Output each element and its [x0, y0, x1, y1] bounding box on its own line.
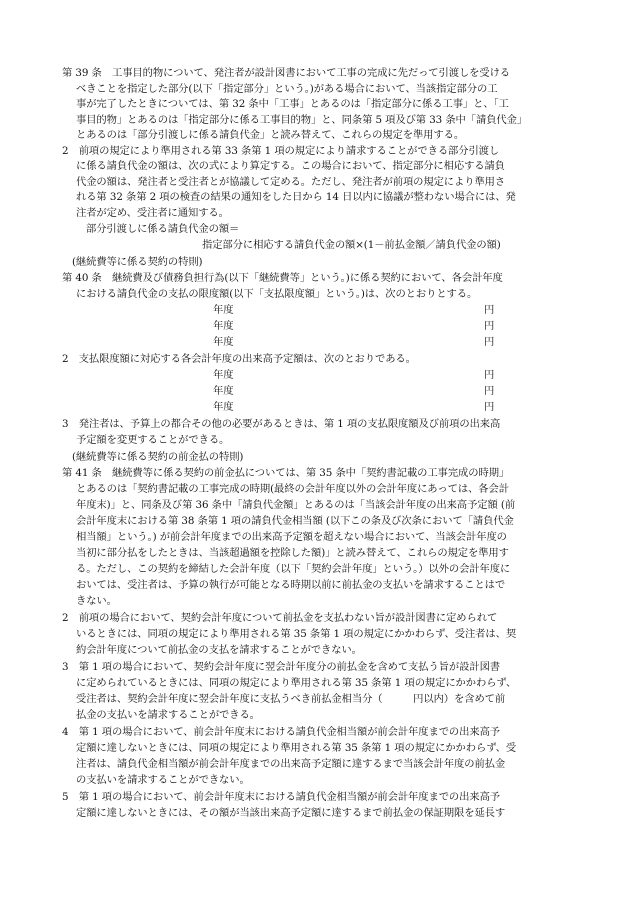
article-39-para-2-line-3: 代金の額は、発注者と受注者とが協議して定める。ただし、発注者が前項の規定により準用さ: [76, 176, 506, 188]
article-41-line-6: 当初に部分払をしたときは、当該超過額を控除した額)」と読み替えて、これらの規定を準用す: [76, 547, 509, 559]
article-41-para-4-line-3: 注者は、請負代金相当額が前会計年度までの出来高予定額に達するまで当該会計年度の前払金: [76, 758, 506, 770]
limit-row-2-year: 年度: [213, 320, 234, 332]
article-41-para-5-line-1: 5 第 1 項の場合において、前会計年度末における請負代金相当額が前会計年度までの出来高予: [62, 791, 501, 803]
article-39-line-1: 第 39 条 工事目的物について、発注者が設計図書において工事の完成に先だって引渡しを受ける: [62, 67, 511, 79]
article-40-para-3-line-1: 3 発注者は、予算上の都合その他の必要があるときは、第 1 項の支払限度額及び前項の出来高: [62, 418, 501, 430]
article-41-para-3-line-1: 3 第 1 項の場合において、契約会計年度に翌会計年度分の前払金を含めて支払う旨が設計図書: [62, 661, 501, 673]
article-41-para-2-line-1: 2 前項の場合において、契約会計年度について前払金を支払わない旨が設計図書に定められて: [62, 612, 498, 624]
article-39-para-2-line-1: 2 前項の規定により準用される第 33 条第 1 項の規定により請求することができる部分引渡し: [62, 145, 500, 157]
article-41-para-4-line-1: 4 第 1 項の場合において、前会計年度末における請負代金相当額が前会計年度までの出来高予: [62, 726, 501, 738]
article-40-para-3-line-2: 予定額を変更することができる。: [76, 434, 230, 446]
article-41-line-2: とあるのは「契約書記載の工事完成の時期(最終の会計年度以外の会計年度にあっては、各会計: [76, 483, 509, 495]
limit-row-3-year: 年度: [213, 336, 234, 348]
article-41-para-2-line-2: いるときには、同項の規定により準用される第 35 条第 1 項の規定にかかわらず、受注者は、契: [76, 628, 517, 640]
article-41-para-4-line-4: の支払いを請求することができない。: [76, 774, 250, 786]
article-41-line-9: きない。: [76, 595, 117, 607]
article-39-para-2-line-5: 注者が定め、受注者に通知する。: [76, 207, 229, 219]
forecast-row-1-year: 年度: [213, 369, 234, 381]
article-39-para-2-line-2: に係る請負代金の額は、次の式により算定する。この場合において、指定部分に相応する請負: [76, 160, 505, 172]
limit-row-3-yen: 円: [484, 336, 495, 348]
limit-row-1-year: 年度: [213, 304, 234, 316]
forecast-row-3-year: 年度: [213, 401, 234, 413]
article-41-line-7: る。ただし、この契約を締結した会計年度（以下「契約会計年度」という。）以外の会計年度に: [76, 563, 511, 575]
article-41-para-5-line-2: 定額に達しないときには、その額が当該出来高予定額に達するまで前払金の保証期限を延長す: [76, 807, 506, 819]
article-39-para-2-line-4: れる第 32 条第 2 項の検査の結果の通知をした日から 14 日以内に協議が整わない場合には、発: [76, 191, 516, 203]
article-41-line-5: 相当額」という。) が前会計年度までの出来高予定額を超えない場合において、当該会計年度の: [76, 531, 507, 543]
limit-row-1-yen: 円: [484, 304, 495, 316]
article-39-line-4: 事目的物」とあるのは「指定部分に係る工事目的物」と、同条第 5 項及び第 33 条中「請負代金」: [76, 114, 528, 126]
article-40-line-2: における請負代金の支払の限度額(以下「支払限度額」という。)は、次のとおりとする。: [76, 288, 478, 300]
article-41-line-3: 年度末)」と、同条及び第 36 条中「請負代金額」とあるのは「当該会計年度の出来高予定額 (前: [76, 499, 516, 511]
article-41-heading: (継続費等に係る契約の前金払の特則): [72, 451, 244, 463]
article-41-para-3-line-4: 払金の支払いを請求することができる。: [76, 709, 260, 721]
article-39-line-2: べきことを指定した部分(以下「指定部分」という。)がある場合において、当該指定部分の工: [76, 83, 498, 95]
article-39-line-5: とあるのは「部分引渡しに係る請負代金」と読み替えて、これらの規定を準用する。: [76, 129, 465, 141]
article-41-line-4: 会計年度末における第 38 条第 1 項の請負代金相当額 (以下この条及び次条において「請負代金: [76, 515, 514, 527]
formula-expression: 指定部分に相応する請負代金の額×(1－前払金額／請負代金の額): [202, 239, 501, 251]
article-39-line-3: 事が完了したときについては、第 32 条中「工事」とあるのは「指定部分に係る工事」と、「工: [76, 98, 509, 110]
forecast-row-3-yen: 円: [484, 401, 495, 413]
limit-row-2-yen: 円: [484, 320, 495, 332]
formula-label: 部分引渡しに係る請負代金の額＝: [86, 223, 240, 235]
article-40-heading: (継続費等に係る契約の特則): [72, 256, 203, 268]
article-40-para-2: 2 支払限度額に対応する各会計年度の出来高予定額は、次のとおりである。: [62, 353, 416, 365]
article-41-para-4-line-2: 定額に達しないときには、同項の規定により準用される第 35 条第 1 項の規定にかかわらず、受: [76, 742, 517, 754]
article-41-line-8: おいては、受注者は、予算の執行が可能となる時期以前に前払金の支払いを請求することはで: [76, 579, 506, 591]
forecast-row-2-year: 年度: [213, 385, 234, 397]
article-41-line-1: 第 41 条 継続費等に係る契約の前金払については、第 35 条中「契約書記載の工事完成の時期」: [62, 467, 510, 479]
forecast-row-1-yen: 円: [484, 369, 495, 381]
article-41-para-3-line-3: 受注者は、契約会計年度に翌会計年度に支払うべき前払金相当分（ 円以内）を含めて前: [76, 693, 506, 705]
article-41-para-2-line-3: 約会計年度について前払金の支払を請求することができない。: [76, 644, 362, 656]
forecast-row-2-yen: 円: [484, 385, 495, 397]
article-41-para-3-line-2: に定められているときには、同項の規定により準用される第 35 条第 1 項の規定にかかわらず、: [76, 677, 517, 689]
article-40-line-1: 第 40 条 継続費及び債務負担行為(以下「継続費等」という。)に係る契約において、各会計年度: [62, 272, 503, 284]
